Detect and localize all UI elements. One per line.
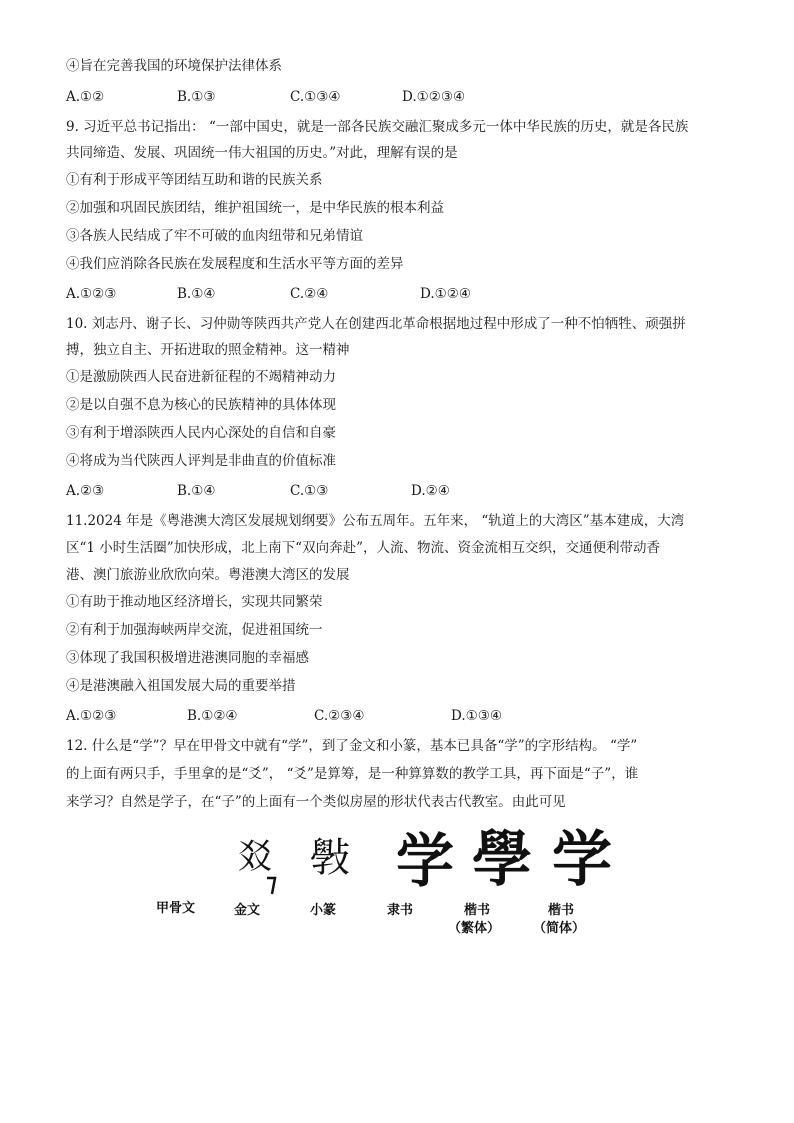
q8-option-a[interactable]: A.①② [66,89,105,105]
q12-stem-line-2: 的上面有两只手，手里拿的是“爻”， “爻”是算筹，是一种算算数的教学工具，再下面是“子”，谁 [66,766,639,782]
q11-stem-line-1: 11.2024 年是《粤港澳大湾区发展规划纲要》公布五周年。五年来， “轨道上的大湾区”基本建成，大湾 [66,513,685,529]
q10-item-1: ①是激励陕西人民奋进新征程的不竭精神动力 [66,369,336,385]
caption-kaishu-fanti: 楷书 [464,903,491,918]
glyph-kaishu-fanti: 學 [472,825,532,895]
q9-stem-line-1: 9. 习近平总书记指出： “一部中国史，就是一部各民族交融汇聚成多元一体中华民族的历史，就是各民族 [66,119,689,135]
caption-jinwen: 金文 [234,903,261,918]
q11-option-d[interactable]: D.①③④ [451,708,502,724]
q8-item-4: ④旨在完善我国的环境保护法律体系 [66,58,282,74]
caption-jiaguwen: 甲骨文 [156,901,196,916]
q9-item-4: ④我们应消除各民族在发展程度和生活水平等方面的差异 [66,256,404,272]
q10-options [66,481,746,501]
caption-kaishu-jianti-note: （简体） [533,921,586,936]
q10-stem-line-1: 10. 刘志丹、谢子长、习仲勋等陕西共产党人在创建西北革命根据地过程中形成了一种不怕牺牲、顽强拼 [66,316,686,332]
q8-options [66,87,746,107]
caption-kaishu-jianti: 楷书 [548,903,575,918]
q9-option-a[interactable]: A.①②③ [66,286,117,302]
q11-item-2: ②有利于加强海峡两岸交流，促进祖国统一 [66,622,323,638]
q10-option-d[interactable]: D.②④ [411,483,450,499]
glyph-jiaguwen: 㸚 [238,837,272,877]
q11-stem-line-2: 区“1 小时生活圈”加快形成，北上南下“双向奔赴”，人流、物流、资金流相互交织，交通便利带动香 [66,540,660,556]
q11-option-a[interactable]: A.①②③ [66,708,117,724]
caption-lishu: 隶书 [387,903,414,918]
q11-item-1: ①有助于推动地区经济增长，实现共同繁荣 [66,594,323,610]
q9-options [66,284,746,304]
q11-options [66,706,746,726]
q10-item-3: ③有利于增添陕西人民内心深处的自信和自豪 [66,425,336,441]
q9-option-b[interactable]: B.①④ [177,286,216,302]
q10-option-c[interactable]: C.①③ [290,483,329,499]
jiaguwen-hook-mark [264,876,278,896]
q11-option-c[interactable]: C.②③④ [314,708,365,724]
q12-stem-line-1: 12. 什么是“学”？早在甲骨文中就有“学”，到了金文和小篆，基本已具备“学”的字形结构。 “学” [66,738,638,754]
glyph-jinwen: 斅 [310,835,350,881]
q9-item-2: ②加强和巩固民族团结，维护祖国统一，是中华民族的根本利益 [66,200,444,216]
q9-item-1: ①有利于形成平等团结互助和谐的民族关系 [66,172,323,188]
q11-stem-line-3: 港、澳门旅游业欣欣向荣。粤港澳大湾区的发展 [66,567,350,583]
q10-item-2: ②是以自强不息为核心的民族精神的具体体现 [66,397,336,413]
q11-option-b[interactable]: B.①②④ [187,708,238,724]
glyph-kaishu-jianti: 学 [552,825,612,895]
q10-stem-line-2: 搏，独立自主、开拓进取的照金精神。这一精神 [66,342,350,358]
q8-option-b[interactable]: B.①③ [177,89,216,105]
caption-xiaozhuan: 小篆 [310,903,337,918]
q8-option-c[interactable]: C.①③④ [290,89,341,105]
q12-stem-line-3: 来学习？自然是学子，在“子”的上面有一个类似房屋的形状代表古代教室。由此可见 [66,794,566,810]
q10-option-b[interactable]: B.①④ [177,483,216,499]
caption-kaishu-fanti-note: （繁体） [448,921,501,936]
glyph-lishu: 学 [396,827,455,895]
q10-option-a[interactable]: A.②③ [66,483,105,499]
q8-option-d[interactable]: D.①②③④ [402,89,466,105]
q9-stem-line-2: 共同缔造、发展、巩固统一伟大祖国的历史。”对此，理解有误的是 [66,145,458,161]
xue-script-evolution-figure [150,825,630,948]
q9-option-d[interactable]: D.①②④ [420,286,471,302]
q10-item-4: ④将成为当代陕西人评判是非曲直的价值标准 [66,453,336,469]
q11-item-3: ③体现了我国积极增进港澳同胞的幸福感 [66,650,309,666]
q9-item-3: ③各族人民结成了牢不可破的血肉纽带和兄弟情谊 [66,228,363,244]
q9-option-c[interactable]: C.②④ [290,286,329,302]
q11-item-4: ④是港澳融入祖国发展大局的重要举措 [66,678,296,694]
